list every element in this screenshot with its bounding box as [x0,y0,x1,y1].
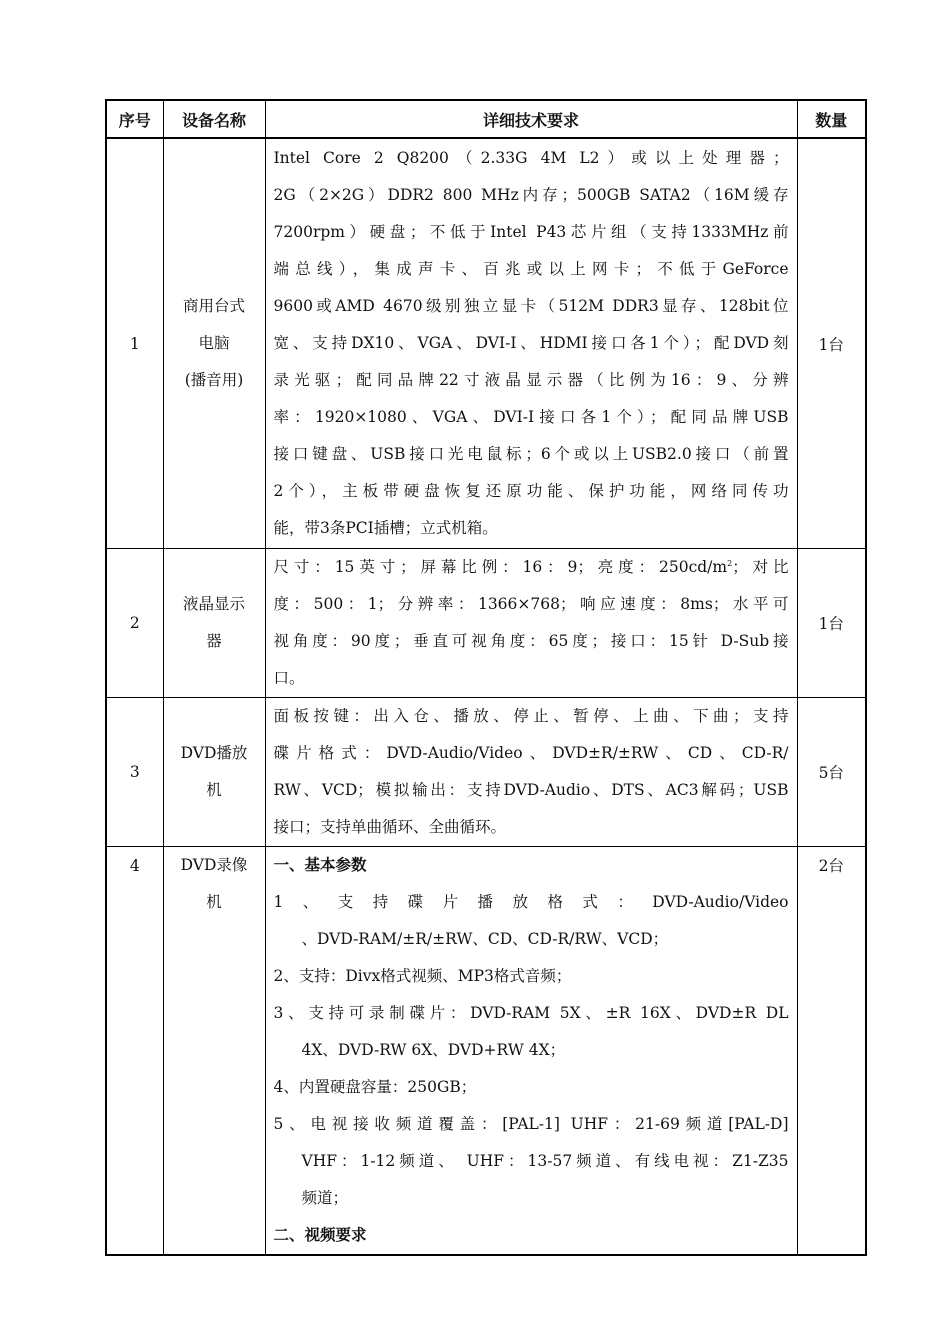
section-heading: 二、视频要求 [273,1226,367,1244]
spec-line: 4X、DVD-RW 6X、DVD+RW 4X； [301,1041,566,1059]
row-qty: 1台 [797,549,866,698]
spec-line: 宽、支持DX10、VGA、DVI-I、HDMI接口各1个）；配DVD刻 [273,334,789,352]
table-row [106,138,866,549]
row-no: 1 [106,138,163,549]
spec-line: 录光驱；配同品牌22寸液晶显示器（比例为16：9、分辨 [273,371,789,389]
row-spec [265,698,797,847]
spec-line: 1、支持碟片播放格式：DVD-Audio/Video [273,893,789,911]
spec-line: 9600或AMD 4670级别独立显卡（512M DDR3显存、128bit位 [273,297,789,315]
equipment-spec-table [105,99,867,1256]
device-name-line: 商用台式 [182,297,245,315]
row-device-name [163,698,265,847]
spec-line: 频道； [301,1189,349,1207]
spec-line: 4、内置硬盘容量：250GB； [273,1078,477,1096]
spec-line: RW、VCD；模拟输出：支持DVD-Audio、DTS、AC3解码；USB [273,781,789,799]
table-row [106,698,866,847]
spec-line: 接口；支持单曲循环、全曲循环。 [273,818,507,836]
superscript-2: 2 [727,558,733,568]
table-header-row [106,100,866,138]
row-spec [265,847,797,1256]
device-name-line: (播音用) [184,371,244,389]
row-spec [265,138,797,549]
spec-line: 率：1920×1080、VGA、DVI-I接口各1个）；配同品牌USB [273,408,789,426]
header-no: 序号 [106,100,163,138]
spec-line: 端总线），集成声卡、百兆或以上网卡；不低于GeForce [273,260,789,278]
spec-line: 2个），主板带硬盘恢复还原功能、保护功能，网络同传功 [273,482,789,500]
device-name-line: 机 [206,781,222,799]
row-no: 2 [106,549,163,698]
spec-line: 2、支持：Divx格式视频、MP3格式音频； [273,967,572,985]
spec-line: 口。 [273,669,305,687]
device-name-line: 器 [206,632,222,650]
spec-line: 视角度：90度；垂直可视角度：65度；接口：15针 D-Sub接 [273,632,789,650]
device-name-line: 电脑 [198,334,230,352]
spec-line: 、DVD-RAM/±R/±RW、CD、CD-R/RW、VCD； [301,930,669,948]
spec-line: VHF：1-12频道、 UHF：13-57频道、有线电视：Z1-Z35 [301,1152,789,1170]
device-name-line: DVD录像 [180,856,248,874]
row-qty: 5台 [797,698,866,847]
spec-line: Intel Core 2 Q8200（2.33G 4M L2）或以上处理器； [273,149,789,167]
row-device-name [163,138,265,549]
device-name-line: 机 [206,893,222,911]
device-name-line: 液晶显示 [182,595,245,613]
device-name-line: DVD播放 [180,744,248,762]
row-qty: 1台 [797,138,866,549]
spec-line [274,549,789,586]
spec-line: 2G（2×2G）DDR2 800 MHz内存；500GB SATA2（16M缓存 [273,186,789,204]
section-heading: 一、基本参数 [273,856,367,874]
spec-line: 接口键盘、USB接口光电鼠标；6个或以上USB2.0接口（前置 [273,445,789,463]
row-qty: 2台 [797,847,866,1256]
spec-line: 7200rpm）硬盘；不低于Intel P43芯片组（支持1333MHz前 [273,223,789,241]
header-spec: 详细技术要求 [265,100,797,138]
row-no: 4 [106,847,163,1256]
row-device-name [163,847,265,1256]
row-no: 3 [106,698,163,847]
spec-line: 5、电视接收频道覆盖：[PAL-1] UHF：21-69频道[PAL-D] [273,1115,789,1133]
spec-line: 能，带3条PCI插槽；立式机箱。 [273,519,498,537]
header-name: 设备名称 [163,100,265,138]
spec-line: 度：500：1；分辨率：1366×768；响应速度：8ms；水平可 [273,595,789,613]
spec-line-tail: ；对比 [732,558,789,576]
spec-line: 碟片格式：DVD-Audio/Video、DVD±R/±RW、CD、CD-R/ [273,744,789,762]
row-spec [265,549,797,698]
header-qty: 数量 [797,100,866,138]
row-device-name [163,549,265,698]
spec-line-text: 尺寸：15英寸；屏幕比例：16：9；亮度：250cd/m [273,558,728,576]
spec-line: 3、支持可录制碟片：DVD-RAM 5X、±R 16X、DVD±R DL [273,1004,789,1022]
spec-line: 面板按键：出入仓、播放、停止、暂停、上曲、下曲；支持 [273,707,789,725]
table-row [106,549,866,698]
table-row [106,847,866,1256]
